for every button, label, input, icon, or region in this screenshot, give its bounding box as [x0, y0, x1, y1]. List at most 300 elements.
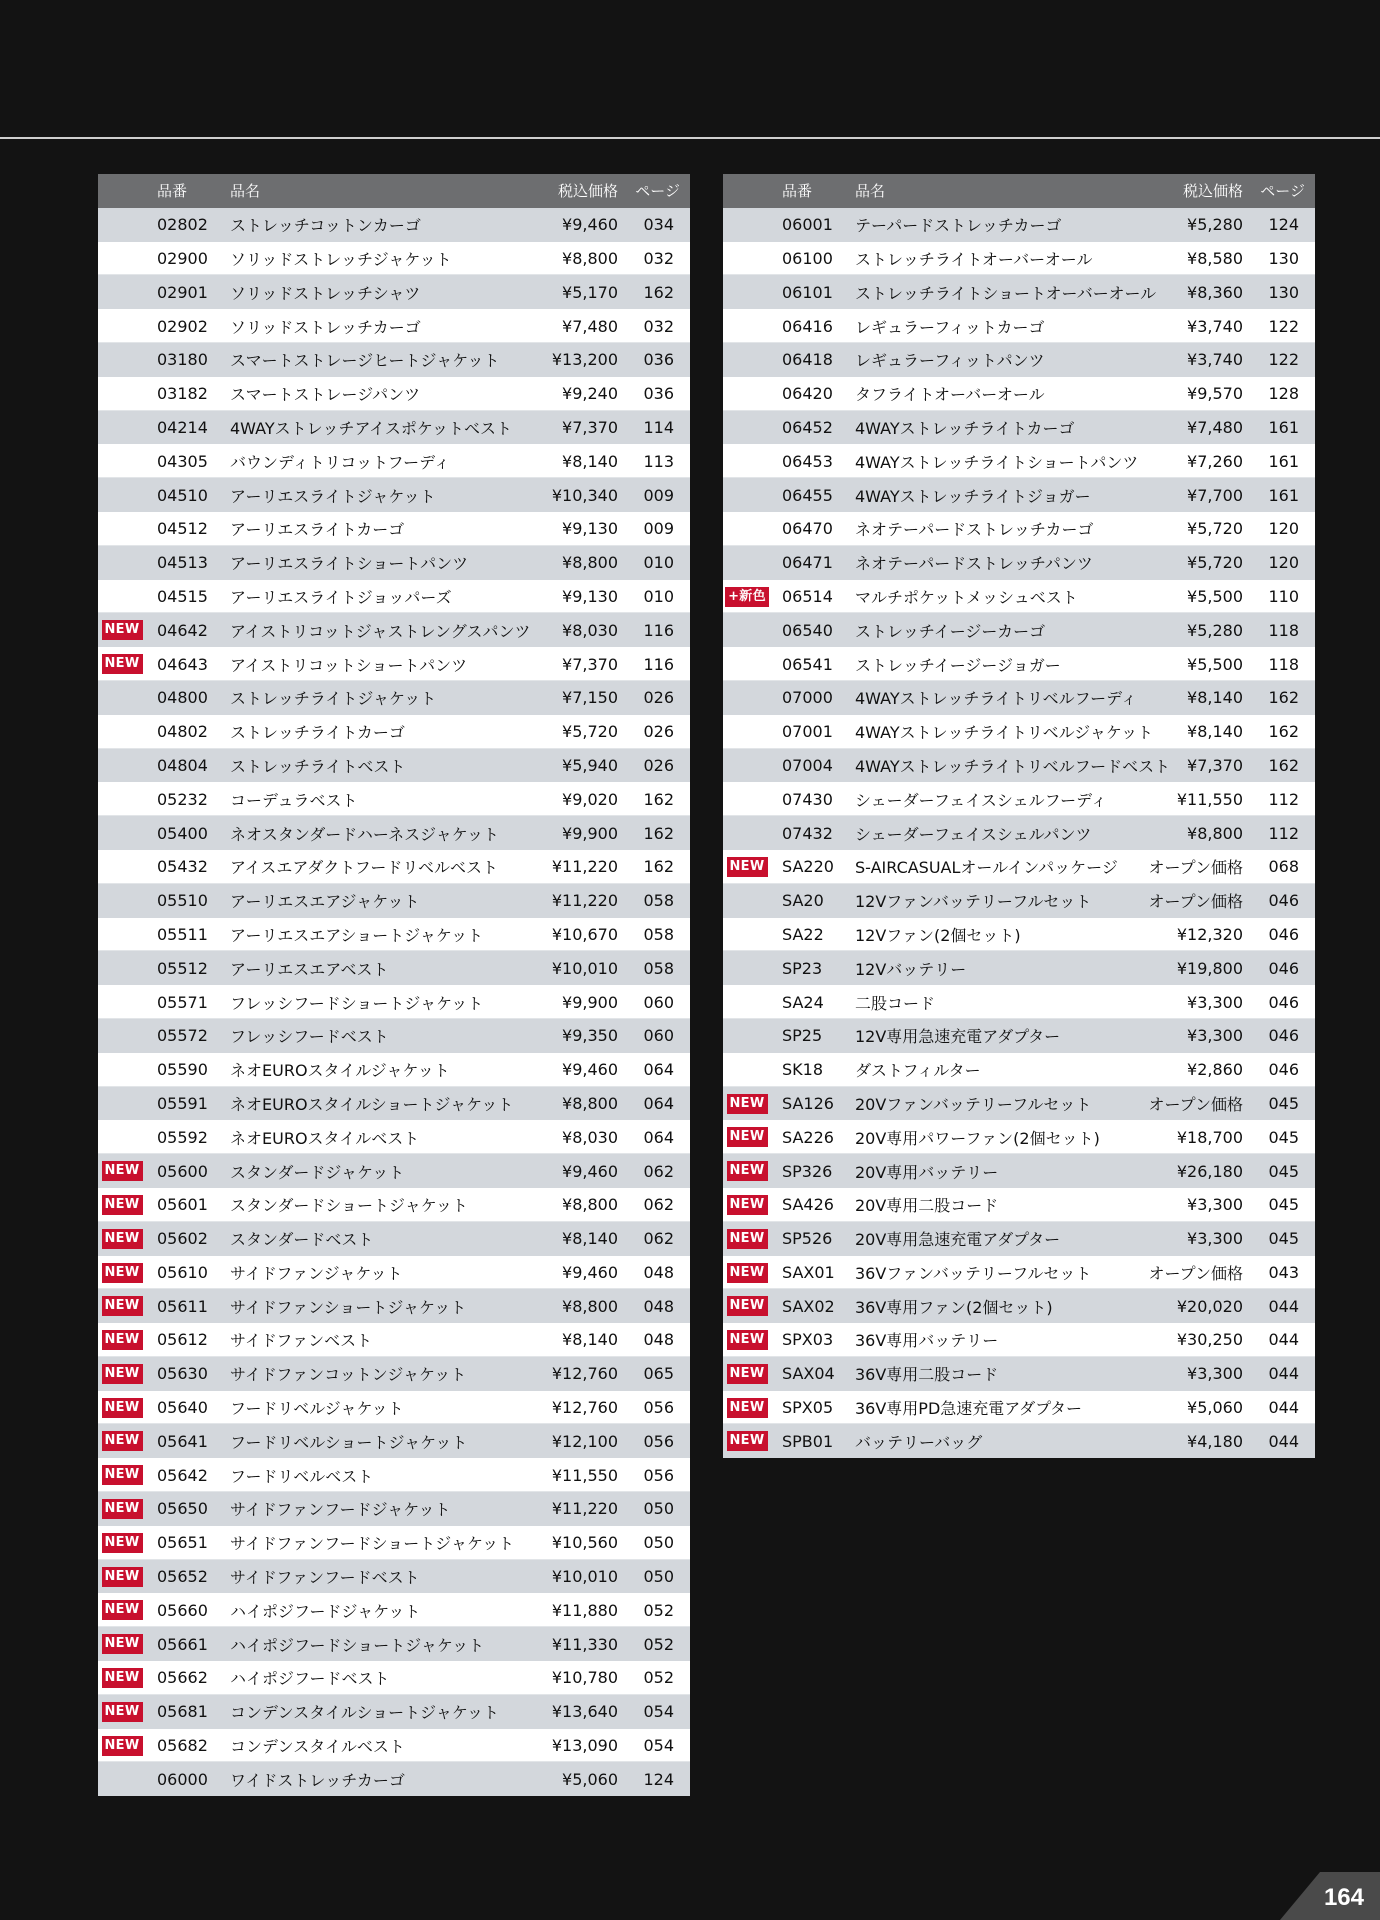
- badge-cell: [727, 383, 767, 404]
- product-name: アーリエスエアショートジャケット: [230, 925, 484, 945]
- badge-cell: [102, 316, 142, 337]
- badge-cell: [727, 823, 767, 844]
- badge-cell: [727, 248, 767, 269]
- catalog-page: 122: [1268, 350, 1299, 370]
- product-name: サイドファンコットンジャケット: [230, 1365, 467, 1385]
- product-code: SA22: [782, 924, 824, 944]
- product-price: ¥8,140: [1187, 688, 1243, 708]
- badge-cell: [102, 1363, 142, 1384]
- catalog-page: 162: [643, 282, 674, 302]
- product-price: ¥11,550: [1176, 789, 1243, 809]
- catalog-page: 043: [1268, 1262, 1299, 1282]
- product-name: シェーダーフェイスシェルフーディ: [855, 790, 1107, 810]
- catalog-page: 058: [643, 958, 674, 978]
- new-badge: NEW: [102, 1263, 143, 1283]
- product-price: ¥3,740: [1187, 350, 1243, 370]
- product-name: フードリベルベスト: [230, 1466, 374, 1486]
- product-code: 05660: [157, 1600, 208, 1620]
- product-name: スマートストレージパンツ: [230, 385, 421, 405]
- table-row: [98, 377, 690, 411]
- product-name: 20Vファンバッテリーフルセット: [855, 1094, 1092, 1114]
- product-code: 07004: [782, 755, 833, 775]
- badge-cell: [727, 1363, 767, 1384]
- badge-cell: [727, 1127, 767, 1148]
- product-code: 05630: [157, 1364, 208, 1384]
- table-row: [723, 1357, 1315, 1391]
- table-row: [723, 309, 1315, 343]
- product-price: ¥18,700: [1176, 1127, 1243, 1147]
- badge-cell: [727, 755, 767, 776]
- product-name: アーリエスエアジャケット: [230, 892, 420, 912]
- new-badge: NEW: [102, 1600, 143, 1620]
- product-name: ネオテーパードストレッチパンツ: [855, 554, 1093, 574]
- table-row: [723, 512, 1315, 546]
- product-name: アイスエアダクトフードリベルベスト: [230, 858, 499, 878]
- product-code: 06541: [782, 654, 833, 674]
- product-code: SP326: [782, 1161, 833, 1181]
- table-row: [98, 681, 690, 715]
- product-price: ¥12,760: [551, 1364, 618, 1384]
- product-name: S-AIRCASUALオールインパッケージ: [855, 858, 1118, 878]
- badge-cell: [102, 282, 142, 303]
- product-price: ¥10,010: [551, 1567, 618, 1587]
- product-code: 07000: [782, 688, 833, 708]
- header-price: 税込価格: [1182, 182, 1243, 201]
- catalog-page: 048: [643, 1330, 674, 1350]
- new-badge: NEW: [102, 1195, 143, 1215]
- badge-cell: [102, 1093, 142, 1114]
- product-price: ¥9,460: [562, 1161, 618, 1181]
- table-row: [98, 512, 690, 546]
- new-badge: NEW: [727, 857, 768, 877]
- product-price: ¥12,760: [551, 1398, 618, 1418]
- new-badge: NEW: [727, 1330, 768, 1350]
- table-row: [98, 275, 690, 309]
- product-code: 04512: [157, 519, 208, 539]
- catalog-page: 009: [643, 519, 674, 539]
- badge-cell: [102, 417, 142, 438]
- product-price: オープン価格: [1148, 892, 1243, 912]
- product-price: ¥5,720: [1187, 553, 1243, 573]
- product-name: テーパードストレッチカーゴ: [855, 216, 1062, 236]
- new-badge: NEW: [727, 1364, 768, 1384]
- catalog-page: 114: [643, 417, 674, 437]
- product-code: 04515: [157, 586, 208, 606]
- product-code: 05682: [157, 1736, 208, 1756]
- product-name: アーリエスライトショートパンツ: [230, 554, 469, 574]
- product-name: サイドファンフードショートジャケット: [230, 1534, 515, 1554]
- badge-cell: [102, 1600, 142, 1621]
- badge-cell: [727, 1431, 767, 1452]
- product-name: ストレッチイージーカーゴ: [855, 621, 1046, 641]
- new-badge: +新色: [725, 587, 769, 607]
- product-name: ストレッチライトカーゴ: [230, 723, 405, 743]
- badge-cell: [727, 789, 767, 810]
- product-code: SAX02: [782, 1296, 835, 1316]
- product-price: ¥10,560: [551, 1533, 618, 1553]
- product-code: 03180: [157, 350, 208, 370]
- header-name: 品名: [855, 182, 886, 201]
- product-name: ハイポジフードショートジャケット: [230, 1635, 485, 1655]
- table-row: [98, 478, 690, 512]
- new-badge: NEW: [727, 1195, 768, 1215]
- catalog-page: 064: [643, 1093, 674, 1113]
- catalog-page: 045: [1268, 1229, 1299, 1249]
- table-row: [98, 1458, 690, 1492]
- catalog-page: 161: [1268, 417, 1299, 437]
- badge-cell: [102, 1330, 142, 1351]
- table-row: [723, 782, 1315, 816]
- catalog-page: 050: [643, 1499, 674, 1519]
- new-badge: NEW: [727, 1296, 768, 1316]
- table-row: [723, 951, 1315, 985]
- table-row: [723, 546, 1315, 580]
- table-row: [98, 715, 690, 749]
- table-row: [98, 816, 690, 850]
- product-name: バウンディトリコットフーディ: [230, 452, 450, 472]
- product-name: 20V専用二股コード: [855, 1196, 999, 1216]
- product-price: ¥10,670: [551, 924, 618, 944]
- table-row: [98, 1323, 690, 1357]
- table-row: [98, 208, 690, 242]
- product-price: ¥7,260: [1187, 451, 1243, 471]
- badge-cell: [727, 552, 767, 573]
- new-badge: NEW: [727, 1431, 768, 1451]
- product-name: フレッシフードベスト: [230, 1027, 389, 1047]
- product-table-left: [98, 174, 690, 1796]
- product-price: ¥5,720: [1187, 519, 1243, 539]
- badge-cell: [727, 721, 767, 742]
- table-row: [98, 918, 690, 952]
- badge-cell: [102, 1566, 142, 1587]
- top-divider: [0, 137, 1380, 139]
- product-code: 05601: [157, 1195, 208, 1215]
- table-row: [723, 377, 1315, 411]
- product-code: 05650: [157, 1499, 208, 1519]
- table-row: [723, 242, 1315, 276]
- product-price: ¥5,500: [1187, 586, 1243, 606]
- table-row: [98, 1222, 690, 1256]
- product-price: ¥12,320: [1176, 924, 1243, 944]
- catalog-page: 050: [643, 1533, 674, 1553]
- table-row: [98, 1053, 690, 1087]
- product-code: 06000: [157, 1769, 208, 1789]
- catalog-page: 034: [643, 215, 674, 235]
- product-name: アーリエスライトカーゴ: [230, 520, 405, 540]
- badge-cell: [727, 620, 767, 641]
- badge-cell: [102, 1634, 142, 1655]
- badge-cell: [102, 1228, 142, 1249]
- product-name: 12Vファンバッテリーフルセット: [855, 892, 1092, 912]
- table-row: [98, 242, 690, 276]
- table-row: [723, 1323, 1315, 1357]
- product-price: オープン価格: [1148, 1263, 1243, 1283]
- product-code: 05590: [157, 1060, 208, 1080]
- product-name: 36V専用バッテリー: [855, 1331, 999, 1351]
- catalog-page: 118: [1268, 654, 1299, 674]
- product-code: 05512: [157, 958, 208, 978]
- product-price: オープン価格: [1148, 1094, 1243, 1114]
- product-code: 05652: [157, 1567, 208, 1587]
- product-price: ¥8,800: [562, 1195, 618, 1215]
- table-header: [98, 174, 690, 208]
- badge-cell: [102, 654, 142, 675]
- product-price: ¥4,180: [1187, 1431, 1243, 1451]
- table-row: [98, 580, 690, 614]
- catalog-page: 045: [1268, 1161, 1299, 1181]
- product-name: 4WAYストレッチライトリベルフーディ: [855, 689, 1137, 709]
- product-name: ストレッチイージージョガー: [855, 655, 1061, 675]
- catalog-page: 124: [1268, 215, 1299, 235]
- product-name: 4WAYストレッチライトカーゴ: [855, 418, 1075, 438]
- product-code: 05600: [157, 1161, 208, 1181]
- product-price: ¥10,780: [551, 1668, 618, 1688]
- product-code: 06416: [782, 316, 833, 336]
- product-price: ¥13,640: [551, 1702, 618, 1722]
- table-row: [723, 1222, 1315, 1256]
- product-code: 04642: [157, 620, 208, 640]
- catalog-page: 130: [1268, 248, 1299, 268]
- product-code: 05400: [157, 823, 208, 843]
- product-name: フードリベルジャケット: [230, 1399, 404, 1419]
- product-code: 02900: [157, 248, 208, 268]
- badge-cell: [102, 1532, 142, 1553]
- new-badge: NEW: [102, 1634, 143, 1654]
- product-code: SP25: [782, 1026, 823, 1046]
- header-price: 税込価格: [557, 182, 618, 201]
- product-price: ¥7,480: [562, 316, 618, 336]
- badge-cell: [102, 1668, 142, 1689]
- product-price: ¥30,250: [1176, 1330, 1243, 1350]
- badge-cell: [727, 992, 767, 1013]
- badge-cell: [102, 992, 142, 1013]
- new-badge: NEW: [102, 1668, 143, 1688]
- table-row: [98, 1695, 690, 1729]
- product-name: コーデュラベスト: [230, 790, 358, 810]
- new-badge: NEW: [727, 1263, 768, 1283]
- table-row: [723, 850, 1315, 884]
- catalog-page: 046: [1268, 958, 1299, 978]
- badge-cell: [727, 958, 767, 979]
- product-price: ¥8,140: [562, 1229, 618, 1249]
- product-code: SA126: [782, 1093, 834, 1113]
- product-price: ¥13,200: [551, 350, 618, 370]
- header-page: ページ: [635, 182, 680, 201]
- catalog-page: 162: [643, 823, 674, 843]
- product-code: 05510: [157, 891, 208, 911]
- product-code: 05591: [157, 1093, 208, 1113]
- product-code: SPX05: [782, 1398, 834, 1418]
- table-row: [98, 1526, 690, 1560]
- table-row: [723, 681, 1315, 715]
- product-name: ワイドストレッチカーゴ: [230, 1770, 405, 1790]
- product-price: ¥2,860: [1187, 1060, 1243, 1080]
- catalog-page: 010: [643, 586, 674, 606]
- table-row: [98, 1256, 690, 1290]
- product-price: ¥9,460: [562, 1262, 618, 1282]
- product-name: コンデンスタイルショートジャケット: [230, 1703, 500, 1723]
- product-code: 04643: [157, 654, 208, 674]
- product-price: ¥3,300: [1187, 1195, 1243, 1215]
- header-name: 品名: [230, 182, 261, 201]
- product-code: SA20: [782, 891, 824, 911]
- table-row: [98, 546, 690, 580]
- product-name: スタンダードショートジャケット: [230, 1196, 468, 1216]
- product-price: ¥9,350: [562, 1026, 618, 1046]
- new-badge: NEW: [102, 1736, 143, 1756]
- product-code: 04510: [157, 485, 208, 505]
- catalog-page: 056: [643, 1398, 674, 1418]
- table-row: [723, 1256, 1315, 1290]
- badge-cell: [102, 1397, 142, 1418]
- badge-cell: [102, 924, 142, 945]
- table-row: [723, 1154, 1315, 1188]
- product-name: 4WAYストレッチライトリベルフードベスト: [855, 756, 1171, 776]
- catalog-page: 162: [1268, 688, 1299, 708]
- product-code: SA220: [782, 857, 834, 877]
- catalog-page: 058: [643, 924, 674, 944]
- product-name: サイドファンフードジャケット: [230, 1500, 451, 1520]
- table-row: [723, 275, 1315, 309]
- badge-cell: [102, 1262, 142, 1283]
- product-code: SA24: [782, 992, 824, 1012]
- product-code: SPB01: [782, 1431, 834, 1451]
- product-code: 05641: [157, 1431, 208, 1451]
- catalog-page: 062: [643, 1195, 674, 1215]
- product-name: ダストフィルター: [855, 1061, 981, 1081]
- badge-cell: [102, 1161, 142, 1182]
- new-badge: NEW: [102, 620, 143, 640]
- catalog-page: 161: [1268, 485, 1299, 505]
- badge-cell: [727, 214, 767, 235]
- catalog-page: 116: [643, 654, 674, 674]
- product-name: アーリエスライトジョッパーズ: [230, 587, 452, 607]
- table-row: [98, 1762, 690, 1796]
- table-row: [98, 985, 690, 1019]
- product-code: SA426: [782, 1195, 834, 1215]
- product-name: 4WAYストレッチライトショートパンツ: [855, 452, 1139, 472]
- product-name: サイドファンベスト: [230, 1331, 373, 1351]
- product-price: ¥10,010: [551, 958, 618, 978]
- table-row: [723, 444, 1315, 478]
- table-row: [98, 1424, 690, 1458]
- product-price: ¥7,370: [1187, 755, 1243, 775]
- new-badge: NEW: [102, 1296, 143, 1316]
- product-name: ストレッチコットンカーゴ: [230, 216, 421, 236]
- product-price: ¥8,030: [562, 1127, 618, 1147]
- badge-cell: [727, 282, 767, 303]
- catalog-page: 056: [643, 1431, 674, 1451]
- badge-cell: [102, 1296, 142, 1317]
- product-table-right: [723, 174, 1315, 1458]
- new-badge: NEW: [102, 1499, 143, 1519]
- product-price: ¥9,020: [562, 789, 618, 809]
- catalog-page: 044: [1268, 1330, 1299, 1350]
- badge-cell: [102, 1735, 142, 1756]
- badge-cell: [102, 1465, 142, 1486]
- badge-cell: [727, 518, 767, 539]
- catalog-page: 058: [643, 891, 674, 911]
- table-row: [98, 1593, 690, 1627]
- product-name: マルチポケットメッシュベスト: [855, 587, 1078, 607]
- product-code: 06420: [782, 384, 833, 404]
- badge-cell: [727, 417, 767, 438]
- table-row: [723, 1424, 1315, 1458]
- product-name: ストレッチライトベスト: [230, 756, 406, 776]
- table-row: [98, 1289, 690, 1323]
- badge-cell: [727, 1262, 767, 1283]
- product-name: アーリエスライトジャケット: [230, 486, 436, 506]
- badge-cell: [727, 1296, 767, 1317]
- table-row: [98, 411, 690, 445]
- badge-cell: [727, 1059, 767, 1080]
- badge-cell: [102, 248, 142, 269]
- product-code: 06418: [782, 350, 833, 370]
- product-name: ソリッドストレッチシャツ: [230, 283, 421, 303]
- badge-cell: [102, 1025, 142, 1046]
- badge-cell: [102, 586, 142, 607]
- product-price: ¥11,220: [551, 1499, 618, 1519]
- catalog-page: 062: [643, 1229, 674, 1249]
- badge-cell: [102, 1701, 142, 1722]
- catalog-page: 045: [1268, 1127, 1299, 1147]
- badge-cell: [727, 687, 767, 708]
- product-price: ¥3,300: [1187, 1026, 1243, 1046]
- table-row: [98, 309, 690, 343]
- badge-cell: [102, 958, 142, 979]
- product-code: SAX01: [782, 1262, 835, 1282]
- new-badge: NEW: [727, 1398, 768, 1418]
- product-price: ¥8,140: [1187, 722, 1243, 742]
- badge-cell: [102, 687, 142, 708]
- new-badge: NEW: [102, 1702, 143, 1722]
- product-price: ¥5,940: [562, 755, 618, 775]
- badge-cell: [102, 485, 142, 506]
- table-row: [723, 749, 1315, 783]
- catalog-page: 009: [643, 485, 674, 505]
- product-code: 02802: [157, 215, 208, 235]
- badge-cell: [102, 1194, 142, 1215]
- product-price: ¥3,300: [1187, 1364, 1243, 1384]
- product-code: 05602: [157, 1229, 208, 1249]
- badge-cell: [727, 856, 767, 877]
- catalog-page: 118: [1268, 620, 1299, 640]
- product-price: ¥5,060: [1187, 1398, 1243, 1418]
- catalog-page: 130: [1268, 282, 1299, 302]
- product-code: 07001: [782, 722, 833, 742]
- catalog-page: 052: [643, 1600, 674, 1620]
- badge-cell: [102, 823, 142, 844]
- badge-cell: [102, 721, 142, 742]
- table-row: [723, 1188, 1315, 1222]
- table-row: [98, 1019, 690, 1053]
- product-price: ¥3,740: [1187, 316, 1243, 336]
- table-row: [98, 782, 690, 816]
- badge-cell: [102, 214, 142, 235]
- product-code: 04804: [157, 755, 208, 775]
- product-code: 05681: [157, 1702, 208, 1722]
- product-price: ¥5,280: [1187, 215, 1243, 235]
- product-price: ¥7,480: [1187, 417, 1243, 437]
- badge-cell: [102, 349, 142, 370]
- product-name: 36V専用ファン(2個セット): [855, 1297, 1053, 1317]
- product-name: 12Vファン(2個セット): [855, 925, 1021, 945]
- product-name: サイドファンフードベスト: [230, 1568, 420, 1588]
- product-code: SP23: [782, 958, 823, 978]
- product-name: シェーダーフェイスシェルパンツ: [855, 824, 1092, 844]
- catalog-page: 068: [1268, 857, 1299, 877]
- new-badge: NEW: [102, 1161, 143, 1181]
